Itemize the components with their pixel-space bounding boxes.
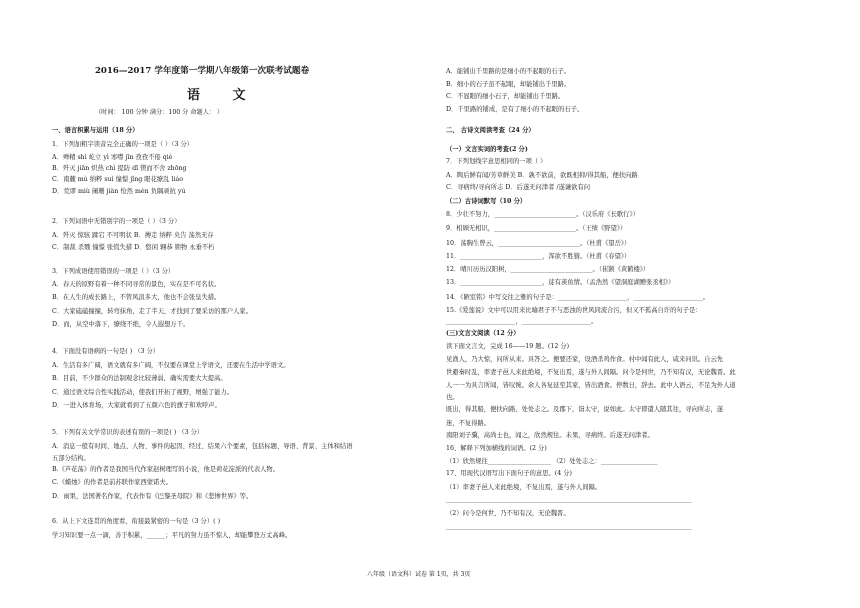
left-text-line: D．荒谬 miù 阑珊 jiàn 怆然 mèn 负隅顽抗 yú [52,188,186,195]
right-text-line: 读下面文言文，完成 16——19 题。(12 分) [446,343,570,350]
right-text-line: 迷，不复得路。 [446,420,491,427]
right-text-line: 10．荡胸生曾云，__________________________。（杜甫《望岳》） [446,240,631,247]
right-text-line: ______________________________________________________________________________ [446,523,692,530]
subject-heading: 语 文 [187,88,260,103]
left-text-line: C．制裁 杀戮 憧憬 张慌失措 D．悠闲 翱恭 锁物 永垂不朽 [52,244,215,251]
right-text-line: 9．相顾无相识，__________________________。（王绩《野望》） [446,225,627,232]
left-text-line: A．生活有多广阔，语文就有多广阔，不仅要在课堂上学语文，还要在生活中学语文。 [52,362,290,369]
right-text-line: 16、解释下列加横线的词语。(2 分) [446,445,547,452]
left-text-line: 五部分结构。 [52,455,90,462]
right-text-line: D．千里路的铺成，是有了细小的不起眼的石子。 [446,106,584,113]
right-text-line: （1）率妻子邑人来此绝境，不复出焉，遂与外人间隔。 [446,484,602,491]
right-text-line: A．能铺出千里路的是细小的不起眼的石子。 [446,68,571,75]
left-text-line: 5．下列有关文学常识的表述有误的一项是( ) （3 分） [52,429,204,436]
right-text-line: 8．少壮不努力，__________________________。（汉乐府《长歌行》） [446,211,639,218]
right-text-line: C．不显眼的细小石子，却能铺出千里路。 [446,93,565,100]
left-text-line: 学习知识要一点一滴，善于积累，______；平凡的努力虽不惊人，却能攀登万丈高峰。 [52,532,292,539]
right-text-line: 13．__________________________，徒有羡鱼情。（孟浩然《望洞庭湖赠张丞相》） [446,279,675,286]
left-text-line: 6．从上下文连贯的角度看，衔接最紧密的一句是（3 分）( ) [52,518,221,525]
left-text-line: B．歼灭 jiān 炽热 chì 提防 dī 锲而不舍 zhōng [52,165,187,172]
left-text-line: B．目前，不少群众的法制观念比较薄弱，确实需要大大提高。 [52,375,227,382]
right-text-line: 14．《陋室铭》中写交往之雅的句子是：______________________，______________________。 [446,294,710,301]
exam-meta-line: （时间： 100 分钟 满分：100 分 命题人： ） [95,109,224,116]
right-text-line: 世避秦时乱，率妻子邑人来此绝境，不复出焉，遂与外人间隔。问今是何世，乃不知有汉，无论魏晋。此 [446,369,736,376]
left-text-line: A．殚精 shì 屹立 yì 寒噤 jīn 孜孜不倦 qiè [52,154,173,161]
left-text-line: D．而，从空中落下，缭绕不绝，令人遐想万千。 [52,321,190,328]
left-text-line: B.《芦花荡》的作者是我国当代作家赵树理写的小说，他是荷花淀派的代表人物。 [52,466,280,473]
right-text-line: ______________________，______________________。 [446,318,598,325]
left-text-line: D．雨果，法国著名作家，代表作有《巴黎圣母院》和《悲惨世界》等。 [52,493,253,500]
right-text-line: 11．__________________________，浑欲不胜簪。（杜甫《春望》） [446,253,631,260]
left-text-line: 3．下列成语使用错误的一项是（ ）（3 分） [52,268,175,275]
right-section-heading: (三)文言文阅读（12 分） [446,330,520,337]
right-text-line: 7．下列划线字意思相同的一项（ ） [446,158,547,165]
left-text-line: 4．下面没有语病的一句是( ) （3 分） [52,348,160,355]
left-text-line: A．春天的原野有着一种不同寻常的景色，实在是不可名状。 [52,281,221,288]
page-footer: 八年级（语文科）试卷 第 1页，共 3页 [367,571,471,578]
left-text-line: B．在人生的成长路上，不管风浪多大，他也不会张皇失措。 [52,294,221,301]
right-text-line: 南阳刘子骥，高尚士也，闻之，欣然规往。未果，寻病终。后遂无问津者。 [446,432,654,439]
right-text-line: 17、用现代汉语写出下面句子的意思。(4 分) [446,470,572,477]
right-section-heading: （一）文言实词的考查(2 分) [446,146,528,153]
left-section-heading: 一、语言积累与运用（18 分） [52,127,139,134]
right-text-line: 也。 [446,394,459,401]
right-text-line: 既出，得其船，便扶向路，处处志之。及郡下，诣太守，说如此。太守即遣人随其往，寻向所志，遂 [446,406,724,413]
left-text-line: A．歼灭 惊骇 蹂宕 不可明状 B．搏走 纳粹 央告 荡然无存 [52,232,214,239]
right-text-line: A．陶后鲜有闻/芳草鲜美 B．孰不欲前，欲既相抑/得其船，便扶向路 [446,172,638,179]
right-text-line: B．细小的石子虽不起眼，却能铺出千里路。 [446,81,571,88]
left-text-line: 2．下列词语中无错别字的一项是（ ）（3 分） [52,218,181,225]
left-text-line: D．一进入体育场，大家就看到了五颜六色的旗子和欢呼声。 [52,402,221,409]
right-text-line: C．寻病终/寻向所志 D．后遂无问津者 /遂谦欲有问 [446,184,591,191]
left-text-line: A．消息一般有时间、地点、人物、事件的起因、经过、结果六个要素，包括标题、导语、背景、主体和结语 [52,443,353,450]
exam-title: 2016—2017 学年度第一学期八年级第一次联考试题卷 [94,66,310,76]
right-text-line: （1）欣然规往____________________ （2）处处志之：__________________ [446,458,658,465]
left-text-line: C.《蜡烛》的作者是前苏联作家西蒙诺夫。 [52,479,172,486]
right-section-heading: （二）古诗词默写（10 分） [446,198,527,205]
left-text-line: C．南麓 mù 纳粹 suì 憧憬 jǐng 眼花缭乱 liáo [52,176,184,183]
right-text-line: 人一一为具言所闻，皆叹惋。余人各复延至其家，皆出酒食。停数日，辞去。此中人语云，不足为外人道 [446,382,736,389]
right-text-line: 见渔人，乃大惊，问所从来。具答之。便要还家，设酒杀鸡作食。村中闻有此人，咸来问讯。自云先 [446,356,724,363]
right-text-line: （2）问今是何世，乃不知有汉，无论魏晋。 [446,510,570,517]
left-text-line: C．通过语文综合性实践活动，使我们开拓了视野，增强了能力。 [52,389,234,396]
left-text-line: C．大家磕磕撞撞，转弯抹角，走了半天，才找到了要采访的那户人家。 [52,308,253,315]
right-text-line: ______________________________________________________________________________ [446,496,692,503]
left-text-line: 1．下列加粗字读音完全正确的一项是（ ）（3 分） [52,141,194,148]
right-text-line: 12．晴川历历汉阳树，__________________________。（崔颢《黄鹤楼》） [446,266,650,273]
right-section-heading: 二、 古诗文阅读考查（24 分） [446,127,535,134]
right-text-line: 15.《爱莲说》文中可以用来比喻君子不与恶浊的世风同流合污，但又不孤高自许的句子是： [446,307,702,314]
